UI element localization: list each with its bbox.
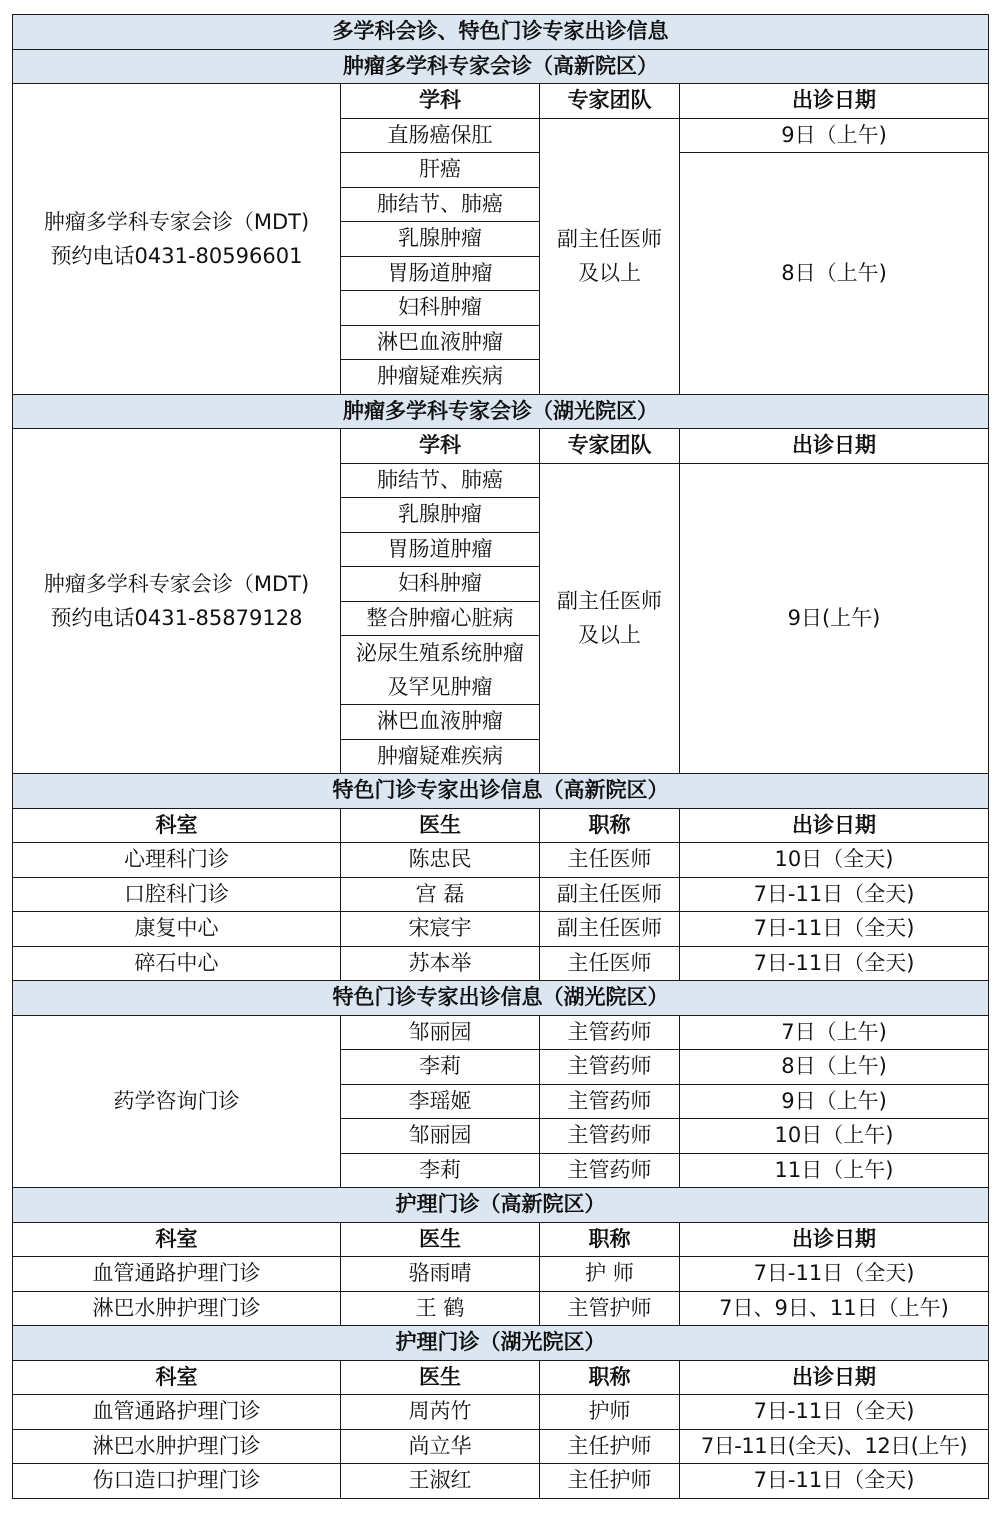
header-date: 出诊日期 (680, 1360, 989, 1395)
title-cell: 主任医师 (540, 843, 680, 878)
title-cell: 护 师 (540, 1257, 680, 1292)
section-heading-nursing-gaoxin: 护理门诊（高新院区） (13, 1188, 989, 1223)
section-row (13, 981, 989, 1016)
date-cell: 9日(上午) (680, 463, 989, 774)
title-cell: 主管药师 (540, 1050, 680, 1085)
subject-cell (341, 636, 540, 705)
subject-cell: 乳腺肿瘤 (341, 222, 540, 257)
date-cell: 7日、9日、11日（上午) (680, 1291, 989, 1326)
section-row (13, 774, 989, 809)
section-row (13, 49, 989, 84)
date-cell: 7日-11日（全天) (680, 1395, 989, 1430)
subject-cell: 淋巴血液肿瘤 (341, 325, 540, 360)
doctor-cell: 王 鹤 (341, 1291, 540, 1326)
header-date: 出诊日期 (680, 429, 989, 464)
dept-cell: 口腔科门诊 (13, 877, 341, 912)
subject-cell: 胃肠道肿瘤 (341, 256, 540, 291)
table-row (13, 1257, 989, 1292)
table-row (13, 1015, 989, 1050)
doctor-cell: 王淑红 (341, 1464, 540, 1499)
header-row (13, 1360, 989, 1395)
title-row (13, 15, 989, 50)
table-row (13, 877, 989, 912)
header-date: 出诊日期 (680, 84, 989, 119)
date-cell: 7日-11日（全天) (680, 912, 989, 947)
header-row (13, 429, 989, 464)
table-row (13, 946, 989, 981)
doctor-cell: 李莉 (341, 1050, 540, 1085)
subject-cell: 乳腺肿瘤 (341, 498, 540, 533)
header-dept: 科室 (13, 808, 341, 843)
header-dept: 科室 (13, 1360, 341, 1395)
date-cell: 7日-11日（全天) (680, 1464, 989, 1499)
section-heading-mdt-gaoxin: 肿瘤多学科专家会诊（高新院区） (13, 49, 989, 84)
title-cell: 主任护师 (540, 1464, 680, 1499)
subject-cell: 妇科肿瘤 (341, 567, 540, 602)
title-cell: 护师 (540, 1395, 680, 1430)
header-doctor: 医生 (341, 1360, 540, 1395)
dept-cell: 心理科门诊 (13, 843, 341, 878)
doctor-cell: 陈忠民 (341, 843, 540, 878)
doctor-cell: 尚立华 (341, 1429, 540, 1464)
section-row (13, 1326, 989, 1361)
table-row (13, 1395, 989, 1430)
title-cell: 主管护师 (540, 1291, 680, 1326)
date-cell: 7日-11日（全天) (680, 1257, 989, 1292)
table-row (13, 1291, 989, 1326)
title-cell: 主管药师 (540, 1153, 680, 1188)
section-heading-special-huguang: 特色门诊专家出诊信息（湖光院区） (13, 981, 989, 1016)
mdt-gaoxin-left-cell (13, 84, 341, 395)
subject-cell: 肝癌 (341, 153, 540, 188)
schedule-table (12, 14, 989, 1499)
team-line: 副主任医师 (557, 227, 662, 251)
doctor-cell: 宫 磊 (341, 877, 540, 912)
mdt-huguang-left-cell (13, 429, 341, 774)
dept-cell: 康复中心 (13, 912, 341, 947)
section-heading-special-gaoxin: 特色门诊专家出诊信息（高新院区） (13, 774, 989, 809)
date-cell: 10日（全天) (680, 843, 989, 878)
date-cell: 7日-11日（全天) (680, 877, 989, 912)
team-line: 及以上 (578, 261, 641, 285)
table-title: 多学科会诊、特色门诊专家出诊信息 (13, 15, 989, 50)
title-cell: 主任医师 (540, 946, 680, 981)
section-heading-nursing-huguang: 护理门诊（湖光院区） (13, 1326, 989, 1361)
header-subject: 学科 (341, 429, 540, 464)
subject-cell: 胃肠道肿瘤 (341, 532, 540, 567)
mdt-phone: 预约电话0431-80596601 (50, 243, 303, 268)
date-cell: 9日（上午) (680, 118, 989, 153)
subject-line: 及罕见肿瘤 (387, 675, 493, 699)
subject-cell: 直肠癌保肛 (341, 118, 540, 153)
subject-cell: 妇科肿瘤 (341, 291, 540, 326)
table-row (13, 843, 989, 878)
mdt-phone: 预约电话0431-85879128 (50, 606, 303, 630)
table-row (13, 1464, 989, 1499)
title-cell: 主管药师 (540, 1084, 680, 1119)
header-title: 职称 (540, 1360, 680, 1395)
header-team: 专家团队 (540, 429, 680, 464)
date-cell: 7日（上午) (680, 1015, 989, 1050)
subject-cell: 肺结节、肺癌 (341, 463, 540, 498)
header-title: 职称 (540, 808, 680, 843)
date-cell: 8日（上午) (680, 153, 989, 395)
section-heading-mdt-huguang: 肿瘤多学科专家会诊（湖光院区） (13, 394, 989, 429)
header-title: 职称 (540, 1222, 680, 1257)
doctor-cell: 宋宸宇 (341, 912, 540, 947)
header-team: 专家团队 (540, 84, 680, 119)
team-line: 副主任医师 (557, 589, 662, 614)
title-cell: 主管药师 (540, 1119, 680, 1154)
header-doctor: 医生 (341, 808, 540, 843)
doctor-cell: 周芮竹 (341, 1395, 540, 1430)
subject-cell: 淋巴血液肿瘤 (341, 705, 540, 740)
doctor-cell: 邹丽园 (341, 1119, 540, 1154)
date-cell: 10日（上午) (680, 1119, 989, 1154)
subject-line: 泌尿生殖系统肿瘤 (356, 641, 524, 665)
header-row (13, 1222, 989, 1257)
subject-cell: 肺结节、肺癌 (341, 187, 540, 222)
header-doctor: 医生 (341, 1222, 540, 1257)
dept-cell: 碎石中心 (13, 946, 341, 981)
date-cell: 11日（上午) (680, 1153, 989, 1188)
doctor-cell: 骆雨晴 (341, 1257, 540, 1292)
doctor-cell: 邹丽园 (341, 1015, 540, 1050)
header-dept: 科室 (13, 1222, 341, 1257)
table-row (13, 912, 989, 947)
header-date: 出诊日期 (680, 808, 989, 843)
dept-cell: 淋巴水肿护理门诊 (13, 1429, 341, 1464)
team-line: 及以上 (578, 623, 641, 648)
mdt-name: 肿瘤多学科专家会诊（MDT) (43, 572, 310, 596)
dept-cell: 血管通路护理门诊 (13, 1395, 341, 1430)
dept-cell: 药学咨询门诊 (13, 1015, 341, 1188)
dept-cell: 血管通路护理门诊 (13, 1257, 341, 1292)
header-row (13, 808, 989, 843)
subject-cell: 肿瘤疑难疾病 (341, 360, 540, 395)
team-cell (540, 118, 680, 394)
title-cell: 主管药师 (540, 1015, 680, 1050)
title-cell: 副主任医师 (540, 912, 680, 947)
mdt-name: 肿瘤多学科专家会诊（MDT) (43, 209, 310, 234)
date-cell: 8日（上午) (680, 1050, 989, 1085)
header-subject: 学科 (341, 84, 540, 119)
date-cell: 7日-11日(全天)、12日(上午) (680, 1429, 989, 1464)
header-date: 出诊日期 (680, 1222, 989, 1257)
subject-cell: 肿瘤疑难疾病 (341, 739, 540, 774)
doctor-cell: 苏本举 (341, 946, 540, 981)
doctor-cell: 李莉 (341, 1153, 540, 1188)
date-cell: 9日（上午) (680, 1084, 989, 1119)
team-cell (540, 463, 680, 774)
section-row (13, 1188, 989, 1223)
doctor-cell: 李瑶姬 (341, 1084, 540, 1119)
date-cell: 7日-11日（全天) (680, 946, 989, 981)
header-row (13, 84, 989, 119)
table-row (13, 1429, 989, 1464)
dept-cell: 淋巴水肿护理门诊 (13, 1291, 341, 1326)
title-cell: 副主任医师 (540, 877, 680, 912)
title-cell: 主任护师 (540, 1429, 680, 1464)
dept-cell: 伤口造口护理门诊 (13, 1464, 341, 1499)
section-row (13, 394, 989, 429)
subject-cell: 整合肿瘤心脏病 (341, 601, 540, 636)
